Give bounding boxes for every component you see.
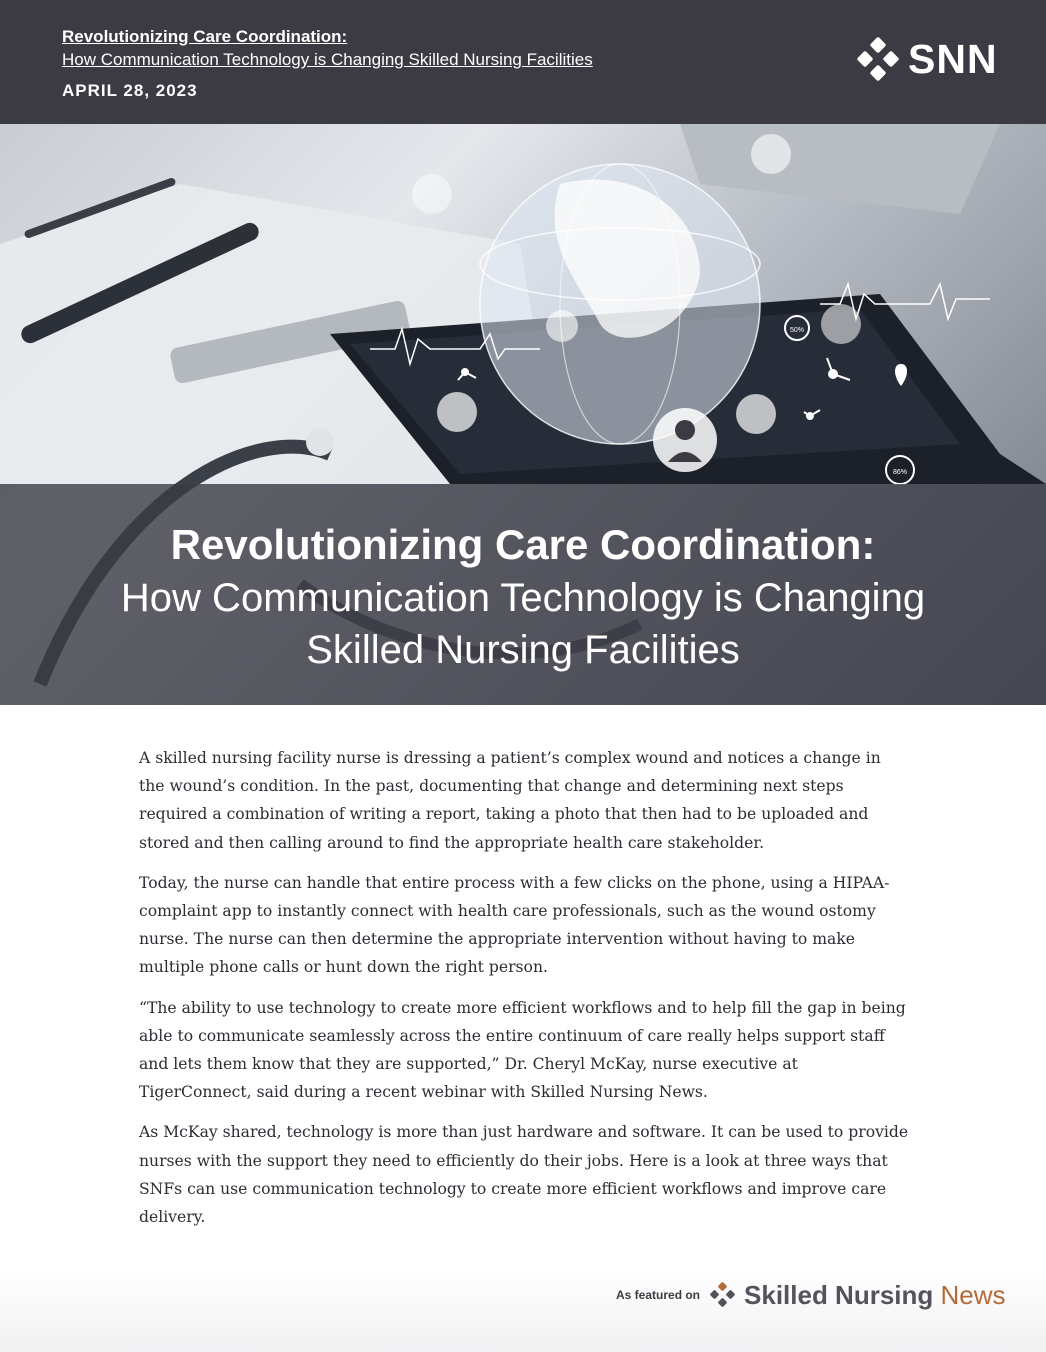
location-pin-icon [546, 310, 578, 342]
lightbulb-icon [736, 394, 776, 434]
article-paragraph: As McKay shared, technology is more than just hardware and software. It can be used to provide nurses with the support they need to efficiently do their jobs. Here is a look at three ways that SNFs can use communication technology to create more efficient workflows and improve care delivery. [139, 1123, 909, 1227]
header-subtitle-link[interactable]: How Communication Technology is Changing Skilled Nursing Facilities [62, 50, 593, 69]
hero-title: Revolutionizing Care Coordination: [170, 521, 876, 568]
snn-logo[interactable] [856, 36, 998, 82]
featured-label: As featured on [616, 1288, 701, 1302]
globe-icon [480, 164, 760, 444]
badge-86: 86% [892, 469, 908, 476]
brand-main: Skilled Nursing [744, 1279, 941, 1310]
header-title-link[interactable]: Revolutionizing Care Coordination: [62, 27, 348, 46]
article-body [139, 744, 909, 1243]
hero-subtitle: How Communication Technology is Changing Skilled Nursing Facilities [120, 576, 926, 672]
header-bar [0, 0, 1046, 124]
featured-on [616, 1280, 1006, 1310]
skilled-nursing-news-logo[interactable] [744, 1280, 1006, 1311]
syringe-icon [821, 304, 861, 344]
heart-icon [412, 174, 452, 214]
snn-logo-icon [856, 37, 900, 81]
badge-50: 50% [789, 327, 805, 334]
cloud-icon [751, 134, 791, 174]
logo-text: SNN [908, 35, 998, 82]
skilled-nursing-news-logo-icon [710, 1282, 736, 1308]
brand-accent: News [940, 1279, 1006, 1310]
article-paragraph: “The ability to use technology to create more efficient workflows and to help fill the gap in being able to communicate seamlessly across the entire continuum of care really helps support staff and lets them know that they are supported,” Dr. Cheryl McKay, nurse executive at TigerConnect, said during a recent webinar with Skilled Nursing News. [139, 998, 906, 1102]
publish-date: APRIL 28, 2023 [62, 81, 198, 100]
article-paragraph: Today, the nurse can handle that entire process with a few clicks on the phone, using a HIPAA-complaint app to instantly connect with health care professionals, such as the wound ostomy nurse. The nurse can then determine the appropriate intervention without having to make multiple phone calls or hunt down the right person. [139, 873, 890, 977]
article-paragraph: A skilled nursing facility nurse is dressing a patient’s complex wound and notices a change in the wound’s condition. In the past, documenting that change and determining next steps required a combination of writing a report, taking a photo that then had to be uploaded and stored and then calling around to find the appropriate health care stakeholder. [139, 749, 881, 852]
medical-kit-icon [437, 392, 477, 432]
hero-image [0, 124, 1046, 705]
